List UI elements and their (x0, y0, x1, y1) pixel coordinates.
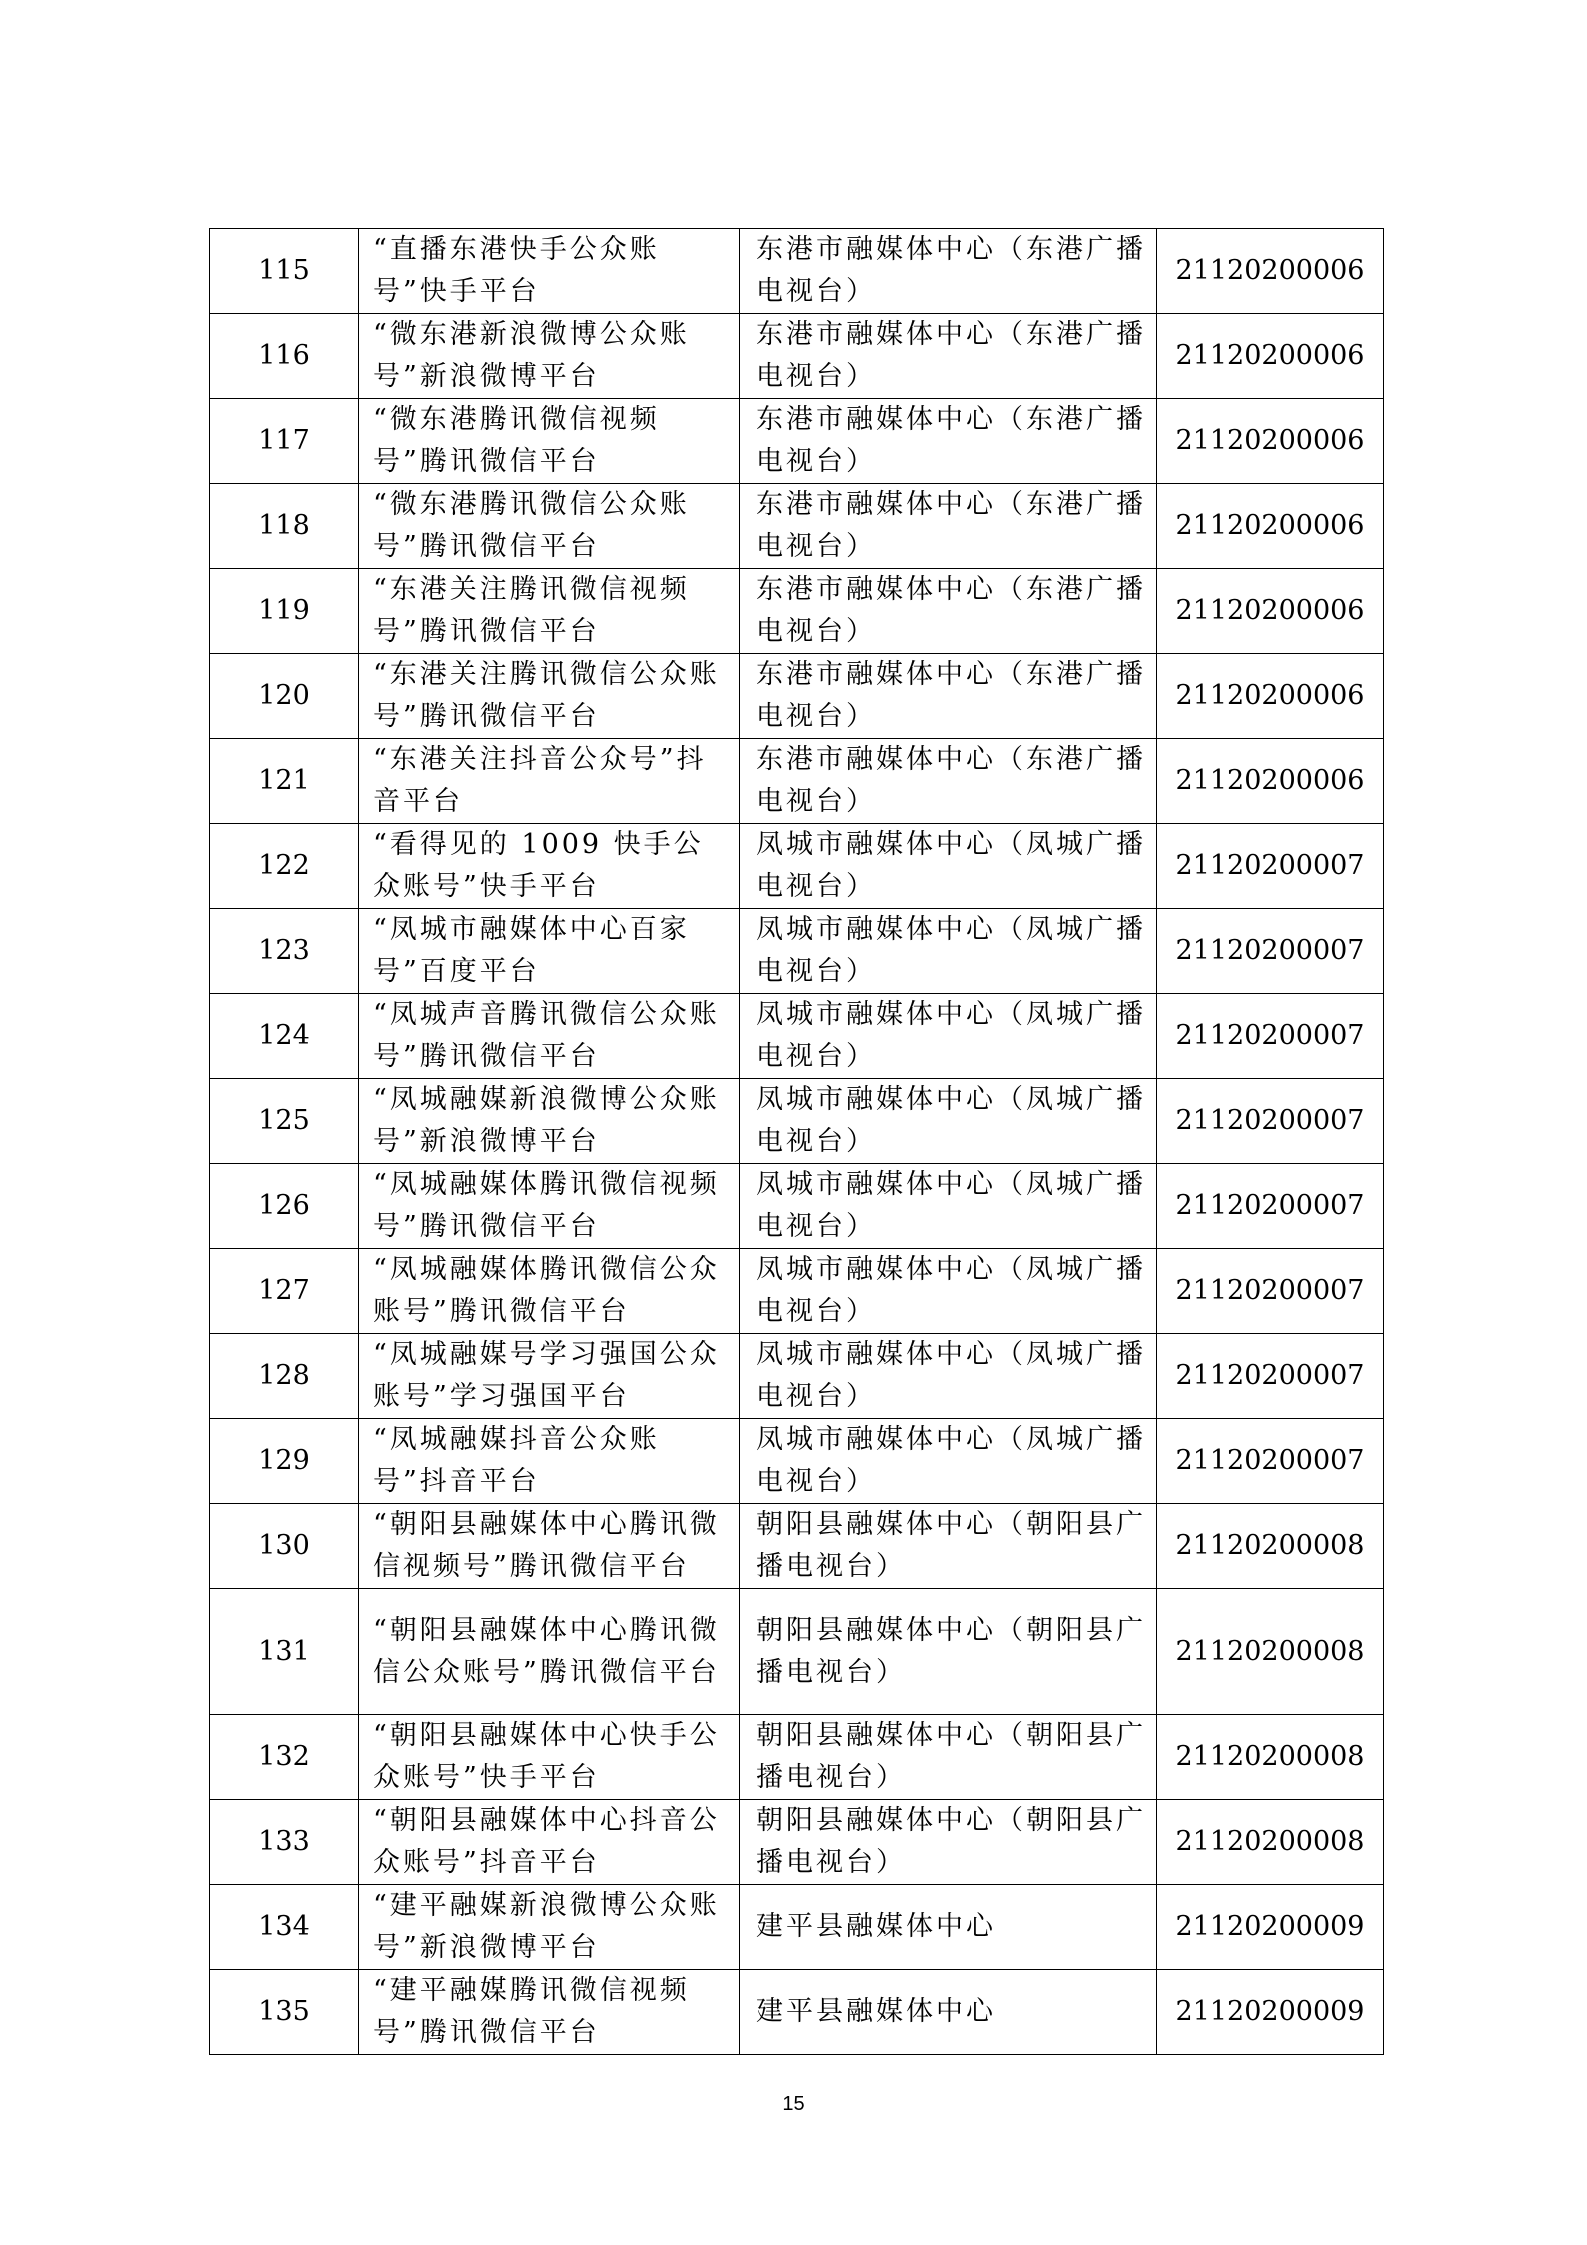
row-number: 124 (210, 994, 359, 1079)
license-code: 21120200008 (1157, 1504, 1384, 1589)
table-row (210, 994, 1384, 1079)
row-number: 118 (210, 484, 359, 569)
row-number: 132 (210, 1715, 359, 1800)
organization: 朝阳县融媒体中心（朝阳县广播电视台） (740, 1715, 1157, 1800)
license-code: 21120200007 (1157, 909, 1384, 994)
row-number: 123 (210, 909, 359, 994)
account-name: “直播东港快手公众账号”快手平台 (359, 229, 740, 314)
license-code: 21120200006 (1157, 739, 1384, 824)
license-code: 21120200007 (1157, 1334, 1384, 1419)
account-name: “凤城融媒抖音公众账号”抖音平台 (359, 1419, 740, 1504)
row-number: 133 (210, 1800, 359, 1885)
page-number: 15 (782, 2093, 805, 2115)
organization: 东港市融媒体中心（东港广播电视台） (740, 484, 1157, 569)
row-number: 115 (210, 229, 359, 314)
license-code: 21120200006 (1157, 484, 1384, 569)
organization: 凤城市融媒体中心（凤城广播电视台） (740, 1164, 1157, 1249)
table-row (210, 1970, 1384, 2055)
table-row (210, 1885, 1384, 1970)
organization: 凤城市融媒体中心（凤城广播电视台） (740, 994, 1157, 1079)
table-row (210, 1249, 1384, 1334)
table-row (210, 569, 1384, 654)
table-row (210, 399, 1384, 484)
table-row (210, 654, 1384, 739)
license-code: 21120200006 (1157, 654, 1384, 739)
table-row (210, 1079, 1384, 1164)
organization: 凤城市融媒体中心（凤城广播电视台） (740, 1249, 1157, 1334)
account-name: “凤城融媒号学习强国公众账号”学习强国平台 (359, 1334, 740, 1419)
account-name: “东港关注腾讯微信公众账号”腾讯微信平台 (359, 654, 740, 739)
row-number: 121 (210, 739, 359, 824)
license-code: 21120200009 (1157, 1885, 1384, 1970)
organization: 东港市融媒体中心（东港广播电视台） (740, 569, 1157, 654)
account-name: “凤城融媒体腾讯微信公众账号”腾讯微信平台 (359, 1249, 740, 1334)
row-number: 117 (210, 399, 359, 484)
organization: 东港市融媒体中心（东港广播电视台） (740, 314, 1157, 399)
table-row (210, 1715, 1384, 1800)
license-code: 21120200006 (1157, 569, 1384, 654)
table-row (210, 314, 1384, 399)
account-name: “微东港腾讯微信视频号”腾讯微信平台 (359, 399, 740, 484)
account-name: “朝阳县融媒体中心腾讯微信公众账号”腾讯微信平台 (359, 1589, 740, 1715)
account-name: “建平融媒新浪微博公众账号”新浪微博平台 (359, 1885, 740, 1970)
table-row (210, 1800, 1384, 1885)
account-name: “凤城市融媒体中心百家号”百度平台 (359, 909, 740, 994)
license-code: 21120200008 (1157, 1800, 1384, 1885)
table-row (210, 1334, 1384, 1419)
license-code: 21120200009 (1157, 1970, 1384, 2055)
table-row (210, 739, 1384, 824)
row-number: 127 (210, 1249, 359, 1334)
organization: 凤城市融媒体中心（凤城广播电视台） (740, 909, 1157, 994)
license-code: 21120200006 (1157, 314, 1384, 399)
license-code: 21120200007 (1157, 1249, 1384, 1334)
row-number: 120 (210, 654, 359, 739)
row-number: 128 (210, 1334, 359, 1419)
media-account-table (209, 228, 1384, 2055)
account-name: “微东港腾讯微信公众账号”腾讯微信平台 (359, 484, 740, 569)
account-name: “凤城融媒体腾讯微信视频号”腾讯微信平台 (359, 1164, 740, 1249)
organization: 凤城市融媒体中心（凤城广播电视台） (740, 1334, 1157, 1419)
table-row (210, 1419, 1384, 1504)
organization: 朝阳县融媒体中心（朝阳县广播电视台） (740, 1589, 1157, 1715)
row-number: 116 (210, 314, 359, 399)
organization: 东港市融媒体中心（东港广播电视台） (740, 654, 1157, 739)
organization: 东港市融媒体中心（东港广播电视台） (740, 229, 1157, 314)
row-number: 129 (210, 1419, 359, 1504)
license-code: 21120200007 (1157, 824, 1384, 909)
organization: 东港市融媒体中心（东港广播电视台） (740, 399, 1157, 484)
organization: 凤城市融媒体中心（凤城广播电视台） (740, 1079, 1157, 1164)
account-name: “微东港新浪微博公众账号”新浪微博平台 (359, 314, 740, 399)
license-code: 21120200007 (1157, 994, 1384, 1079)
account-name: “建平融媒腾讯微信视频号”腾讯微信平台 (359, 1970, 740, 2055)
row-number: 125 (210, 1079, 359, 1164)
table-row (210, 824, 1384, 909)
account-name: “朝阳县融媒体中心抖音公众账号”抖音平台 (359, 1800, 740, 1885)
license-code: 21120200008 (1157, 1589, 1384, 1715)
account-name: “看得见的 1009 快手公众账号”快手平台 (359, 824, 740, 909)
account-name: “东港关注腾讯微信视频号”腾讯微信平台 (359, 569, 740, 654)
table-row (210, 1504, 1384, 1589)
organization: 凤城市融媒体中心（凤城广播电视台） (740, 1419, 1157, 1504)
row-number: 135 (210, 1970, 359, 2055)
account-name: “东港关注抖音公众号”抖音平台 (359, 739, 740, 824)
row-number: 130 (210, 1504, 359, 1589)
table-row (210, 1164, 1384, 1249)
organization: 建平县融媒体中心 (740, 1970, 1157, 2055)
account-name: “凤城融媒新浪微博公众账号”新浪微博平台 (359, 1079, 740, 1164)
organization: 朝阳县融媒体中心（朝阳县广播电视台） (740, 1800, 1157, 1885)
license-code: 21120200007 (1157, 1419, 1384, 1504)
account-name: “朝阳县融媒体中心腾讯微信视频号”腾讯微信平台 (359, 1504, 740, 1589)
organization: 朝阳县融媒体中心（朝阳县广播电视台） (740, 1504, 1157, 1589)
license-code: 21120200007 (1157, 1079, 1384, 1164)
license-code: 21120200006 (1157, 399, 1384, 484)
row-number: 131 (210, 1589, 359, 1715)
license-code: 21120200007 (1157, 1164, 1384, 1249)
license-code: 21120200008 (1157, 1715, 1384, 1800)
table-row (210, 484, 1384, 569)
row-number: 122 (210, 824, 359, 909)
organization: 东港市融媒体中心（东港广播电视台） (740, 739, 1157, 824)
organization: 凤城市融媒体中心（凤城广播电视台） (740, 824, 1157, 909)
row-number: 119 (210, 569, 359, 654)
row-number: 126 (210, 1164, 359, 1249)
table-row (210, 909, 1384, 994)
license-code: 21120200006 (1157, 229, 1384, 314)
table-body (210, 229, 1384, 2055)
account-name: “朝阳县融媒体中心快手公众账号”快手平台 (359, 1715, 740, 1800)
table-row (210, 229, 1384, 314)
row-number: 134 (210, 1885, 359, 1970)
organization: 建平县融媒体中心 (740, 1885, 1157, 1970)
account-name: “凤城声音腾讯微信公众账号”腾讯微信平台 (359, 994, 740, 1079)
table-row (210, 1589, 1384, 1715)
